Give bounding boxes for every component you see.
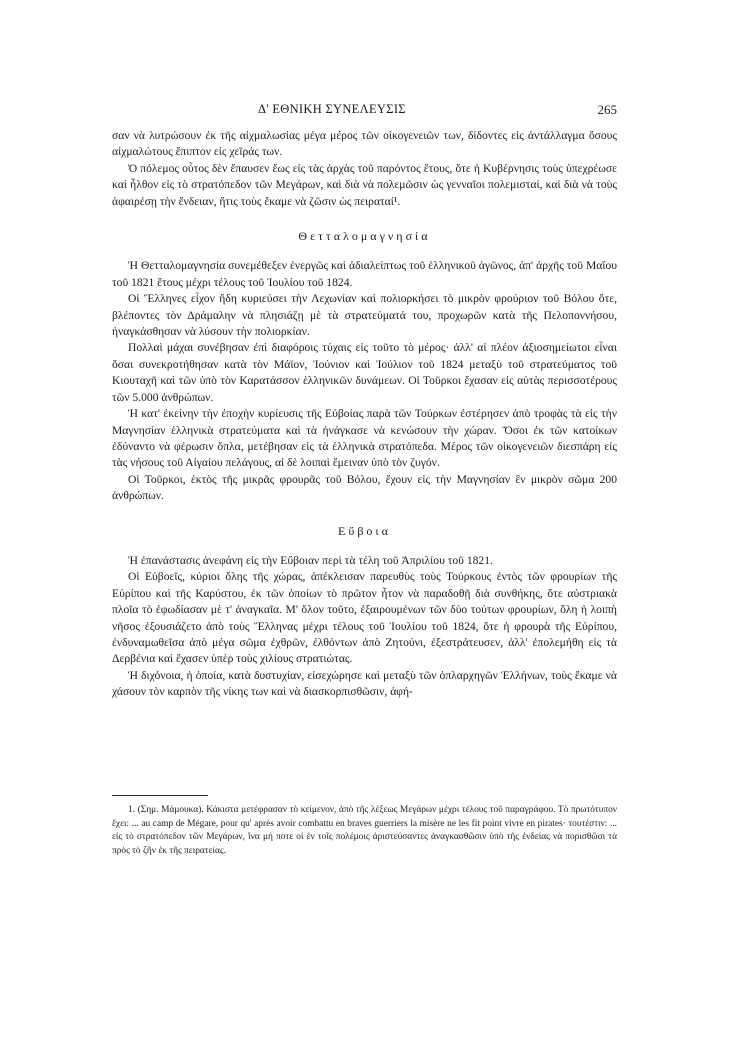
running-head: Δ' ΕΘΝΙΚΗ ΣΥΝΕΛΕΥΣΙΣ [258,102,406,116]
footnote-divider [112,795,208,796]
page-header [112,102,617,122]
paragraph: Ἡ Θετταλομαγνησία συνεμέθεξεν ἐνεργῶς καὶ ἀδιαλείπτως τοῦ ἑλληνικοῦ ἀγῶνος, ἀπ' ἀρχῆς τοῦ Μαΐου τοῦ 1821 ἔτους μέχρι τέλους τοῦ Ἰουλίου τοῦ 1824. [112,259,617,289]
footnote: 1. (Σημ. Μάμουκα). Κάκιστα μετέφρασαν τὸ κείμενον, ἀπὸ τῆς λέξεως Μεγάρων μέχρι τέλους τοῦ παραγράφου. Τὸ πρωτότυπον ἔχει: ... au camp de Mégare, pour qu' après avoir combattu en braves guerriers la misère ne les fit point vivre en pirates· τουτέστιν: ... εἰς τὸ στρατόπεδον τῶν Μεγάρων, ἵνα μή ποτε οἱ ἐν τοῖς πολέμοις ἀριστεύσαντες ἀναγκασθῶσιν ὑπὸ τῆς ἐνδείας νὰ πορισθῶσι τὰ πρὸς τὸ ζῆν ἐκ τῆς πειρατείας. [112,805,617,856]
paragraph: σαν νὰ λυτρώσουν ἐκ τῆς αἰχμαλωσίας μέγα μέρος τῶν οἰκογενειῶν των, δίδοντες εἰς ἀντάλλαγμα ὅσους αἰχμαλώτους ἔπιπτον εἰς χεῖράς των. [112,129,617,159]
paragraph: Ἡ διχόνοια, ἡ ὁποία, κατὰ δυστυχίαν, εἰσεχώρησε καὶ μεταξὺ τῶν ὁπλαρχηγῶν Ἑλλήνων, τοὺς ἔκαμε νὰ χάσουν τὸν καρπὸν τῆς νίκης των καὶ νὰ διασκορπισθῶσιν, ἀφή- [112,668,617,699]
section-heading-euboea: Εὔβοια [338,523,391,538]
paragraph: Οἱ Εὐβοεῖς, κύριοι ὅλης τῆς χώρας, ἀπέκλεισαν παρευθὺς τοὺς Τούρκους ἐντὸς τῶν φρουρίων τῆς Εὐρίπου καὶ τῆς Καρύστου, ἐκ τῶν ὁποίων τὸ πρῶτον ἦτον νὰ παραδοθῇ διὰ συνθήκης, ὅτε αὐστριακὰ πλοῖα τὸ ἐφωδίασαν μὲ τ' ἀναγκαῖα. Μ' ὅλον τοῦτο, ἐξαιρουμένων τῶν δύο τούτων φρουρίων, ὅλη ἡ λοιπὴ νῆσος ἐξουσιάζετο ἀπὸ τοὺς Ἕλληνας μέχρι τέλους τοῦ Ἰουλίου τοῦ 1824, ὅτε ἡ φρουρὰ τῆς Εὐρίπου, ἐνδυναμωθεῖσα ἀπὸ μέγα σῶμα ἐχθρῶν, ἐλθόντων ἀπὸ Ζητούνι, ἐξεστράτευσεν, ἀλλ' ἐπολεμήθη εἰς τὰ Δερβένια καὶ ἔχασεν ὑπὲρ τοὺς χιλίους στρατιώτας. [112,570,617,666]
paragraph: Ὁ πόλεμος οὗτος δὲν ἔπαυσεν ἕως εἰς τὰς ἀρχὰς τοῦ παρόντος ἔτους, ὅτε ἡ Κυβέρνησις τοὺς ὑπεχρέωσε καὶ ἦλθον εἰς τὸ στρατόπεδον τῶν Μεγάρων, καὶ διὰ νὰ πολεμῶσιν ὡς γενναῖοι πολεμισταί, καὶ διὰ νὰ τοὺς ἀφαιρέσῃ τὴν ἔνδειαν, ἥτις τοὺς ἔκαμε νὰ ζῶσιν ὡς πειραταί¹. [112,161,617,208]
body-text [112,128,617,701]
paragraph: Οἱ Τοῦρκοι, ἐκτὸς τῆς μικρᾶς φρουρᾶς τοῦ Βόλου, ἔχουν εἰς τὴν Μαγνησίαν ἓν μικρὸν σῶμα 200 ἀνθρώπων. [112,472,617,503]
section-heading-thessalomagnesia: Θετταλομαγνησία [298,229,431,244]
footnotes [112,804,617,858]
paragraph: Οἱ Ἕλληνες εἶχον ἤδη κυριεύσει τὴν Λεχωνίαν καὶ πολιορκήσει τὸ μικρὸν φρούριον τοῦ Βόλου ὅτε, βλέποντες τὸν Δράμαλην νὰ πλησιάζῃ μὲ τὰ στρατεύματά του, προχωρῶν κατὰ τῆς Πελοποννήσου, ἠναγκάσθησαν νὰ λύσουν τὴν πολιορκίαν. [112,292,617,339]
paragraph: Ἡ ἐπανάστασις ἀνεφάνη εἰς τὴν Εὔβοιαν περὶ τὰ τέλη τοῦ Ἀπριλίου τοῦ 1821. [128,553,493,567]
page-number: 265 [597,102,617,117]
paragraph: Πολλαὶ μάχαι συνέβησαν ἐπὶ διαφόροις τύχαις εἰς τοῦτο τὸ μέρος· ἀλλ' αἱ πλέον ἀξιοσημείωτοι εἶναι ὅσαι συνεκροτήθησαν κατὰ τὸν Μάϊον, Ἰούνιον καὶ Ἰούλιον τοῦ 1824 μεταξὺ τοῦ στρατεύματος τοῦ Κιουταχῆ καὶ τῶν ὑπὸ τὸν Καρατάσσον ἑλληνικῶν δυνάμεων. Οἱ Τοῦρκοι ἔχασαν εἰς αὐτὰς περισσοτέρους τῶν 5.000 ἀνθρώπων. [112,341,617,404]
paragraph: Ἡ κατ' ἐκείνην τὴν ἐποχὴν κυρίευσις τῆς Εὐβοίας παρὰ τῶν Τούρκων ἐστέρησεν ἀπὸ τροφὰς τὰ εἰς τὴν Μαγνησίαν ἑλληνικὰ στρατεύματα καὶ τὰ ἠνάγκασε νὰ κενώσουν τὴν χώραν. Ὅσοι ἐκ τῶν κατοίκων ἐδύναντο νὰ φέρωσιν ὅπλα, μετέβησαν εἰς τὰ ἑλληνικὰ στρατόπεδα. Μέρος τῶν οἰκογενειῶν διεσπάρη εἰς τὰς νήσους τοῦ Αἰγαίου πελάγους, αἱ δὲ λοιπαὶ ἔμειναν ὑπὸ τὸν ζυγόν. [112,407,617,470]
